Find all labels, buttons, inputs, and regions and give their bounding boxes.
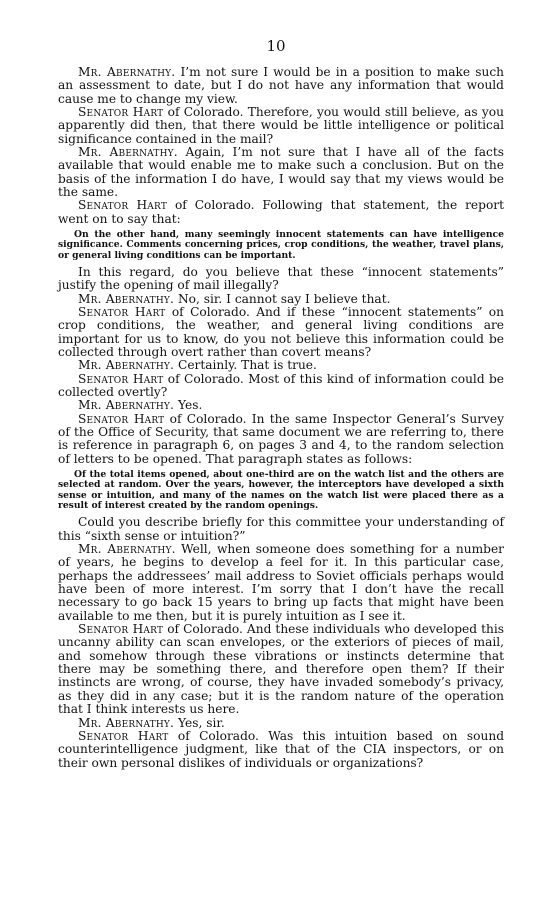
speaker-name: Senator Hart bbox=[78, 105, 164, 120]
testimony-paragraph bbox=[58, 306, 504, 359]
testimony-paragraph bbox=[58, 373, 504, 400]
speaker-name: Mr. Abernathy. bbox=[78, 398, 175, 413]
speaker-name: Senator Hart bbox=[78, 371, 164, 386]
speaker-name: Senator Hart bbox=[78, 622, 164, 637]
paragraph-text: of Colorado. Therefore, you would still believe, as you apparently did then, that there would be little intelligence or political significance contained in the mail? bbox=[58, 105, 504, 146]
speaker-name: Senator Hart bbox=[78, 305, 166, 320]
paragraph-text: Certainly. That is true. bbox=[174, 358, 317, 373]
testimony-paragraph bbox=[58, 359, 504, 372]
speaker-name: Mr. Abernathy. bbox=[78, 542, 176, 557]
speaker-name: Senator Hart bbox=[78, 728, 169, 743]
testimony-paragraph bbox=[58, 266, 504, 293]
paragraph-text: Again, I’m not sure that I have all of the facts available that would enable me to make such a conclusion. But on the basis of the information I do have, I would say that my views would be the same. bbox=[58, 145, 504, 200]
block-quote bbox=[58, 470, 504, 511]
page-number: 10 bbox=[266, 37, 286, 55]
testimony-paragraph bbox=[58, 293, 504, 306]
document-body bbox=[58, 66, 504, 770]
speaker-name: Senator Hart bbox=[78, 411, 165, 426]
speaker-name: Mr. Abernathy. bbox=[78, 65, 176, 79]
testimony-paragraph bbox=[58, 623, 504, 716]
quote-text: On the other hand, many seemingly innocent statements can have intelligence significance. Comments concerning prices, crop conditions, the weather, travel plans, or general living conditions can be important. bbox=[58, 229, 504, 261]
speaker-name: Senator Hart bbox=[78, 198, 168, 213]
paragraph-text: No, sir. I cannot say I believe that. bbox=[174, 291, 391, 306]
block-quote bbox=[58, 230, 504, 261]
testimony-paragraph bbox=[58, 516, 504, 543]
paragraph-text: Yes, sir. bbox=[174, 715, 225, 730]
testimony-paragraph bbox=[58, 199, 504, 226]
testimony-paragraph bbox=[58, 66, 504, 106]
paragraph-text: I’m not sure I would be in a position to make such an assessment to date, but I do not have any information that would cause me to change my view. bbox=[58, 65, 504, 106]
testimony-paragraph bbox=[58, 399, 504, 412]
speaker-name: Mr. Abernathy. bbox=[78, 715, 175, 730]
paragraph-text: of Colorado. In the same Inspector General’s Survey of the Office of Security, that same document we are referring to, there is reference in paragraph 6, on pages 3 and 4, to the random selection of letters to be opened. That paragraph states as follows: bbox=[58, 411, 504, 466]
paragraph-text: In this regard, do you believe that these “innocent statements” justify the opening of mail illegally? bbox=[58, 265, 504, 293]
speaker-name: Mr. Abernathy. bbox=[78, 145, 178, 160]
paragraph-text: of Colorado. Most of this kind of information could be collected overtly? bbox=[58, 371, 504, 400]
testimony-paragraph bbox=[58, 106, 504, 146]
paragraph-text: of Colorado. And if these “innocent statements” on crop conditions, the weather, and general living conditions are important for us to know, do you not believe this information could be collected through overt rather than covert means? bbox=[58, 305, 504, 360]
speaker-name: Mr. Abernathy. bbox=[78, 291, 175, 306]
testimony-paragraph bbox=[58, 730, 504, 770]
quote-text: Of the total items opened, about one-third are on the watch list and the others are selected at random. Over the years, however, the interceptors have developed a sixth sense or intuition, and many of the names on the watch list were placed there as a result of interest created by the random openings. bbox=[58, 469, 504, 512]
testimony-paragraph bbox=[58, 413, 504, 466]
paragraph-text: Could you describe briefly for this committee your understanding of this “sixth sense or intuition?” bbox=[58, 515, 504, 543]
paragraph-text: of Colorado. Was this intuition based on sound counterintelligence judgment, like that of the CIA inspectors, or on their own personal dislikes of individuals or organizations? bbox=[58, 728, 504, 770]
paragraph-text: of Colorado. And these individuals who developed this uncanny ability can scan envelopes, or the exteriors of pieces of mail, and somehow through these vibrations or instincts determine that there may be something there, and therefore open them? If their instincts are wrong, of course, they have invaded somebody’s privacy, as they did in any case; but it is the random nature of the operation that I think interests us here. bbox=[58, 622, 504, 717]
paragraph-text: Yes. bbox=[174, 398, 203, 413]
speaker-name: Mr. Abernathy. bbox=[78, 358, 175, 373]
paragraph-text: Well, when someone does something for a number of years, he begins to develop a feel for it. In this particular case, perhaps the addressees’ mail address to Soviet officials perhaps would have been of more interest. I’m sorry that I don’t have the recall necessary to go back 15 years to bring up facts that might have been available to me then, but it is purely intuition as I see it. bbox=[58, 542, 504, 623]
paragraph-text: of Colorado. Following that statement, the report went on to say that: bbox=[58, 198, 505, 226]
testimony-paragraph bbox=[58, 543, 504, 623]
testimony-paragraph bbox=[58, 717, 504, 730]
testimony-paragraph bbox=[58, 146, 504, 199]
